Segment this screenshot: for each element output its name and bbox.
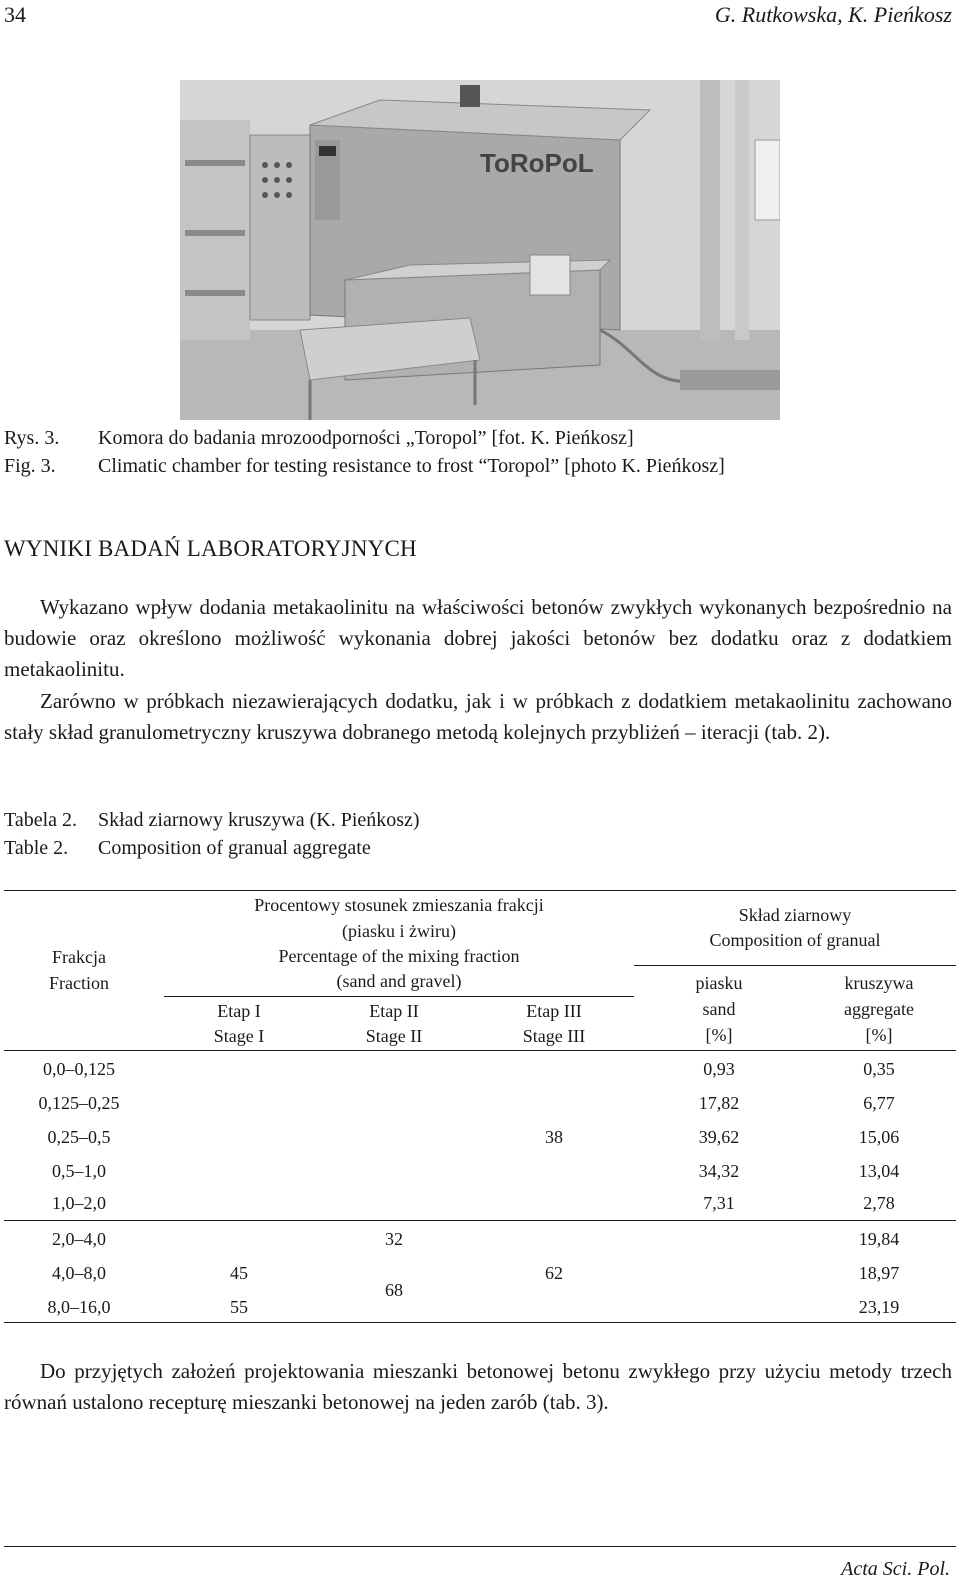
table-row-2-aggregate: 15,06 [858, 1127, 900, 1147]
figure-photo-climatic-chamber [180, 80, 780, 420]
footer-rule [4, 1546, 956, 1547]
running-head-authors: G. Rutkowska, K. Pieńkosz [714, 2, 952, 27]
stage3-sand-value: 38 [545, 1127, 563, 1147]
table-row-0-fraction: 0,0–0,125 [43, 1059, 115, 1079]
head-agg-en: aggregate [844, 999, 914, 1019]
stage2-gravel-a-value: 32 [385, 1229, 403, 1249]
table-row-7-aggregate: 23,19 [858, 1297, 900, 1317]
table-row-6-fraction: 4,0–8,0 [52, 1263, 106, 1283]
table-caption-en-text: Composition of granual aggregate [98, 837, 371, 859]
figure-caption-en-text: Climatic chamber for testing resistance to frost “Toropol” [photo K. Pieńkosz] [98, 455, 725, 477]
table-caption-pl [4, 806, 420, 834]
stage1-b-value: 55 [230, 1297, 248, 1317]
head-mix-en-2: (sand and gravel) [336, 971, 462, 991]
stage2-gravel-b-value: 68 [385, 1280, 403, 1300]
head-agg-pl: kruszywa [844, 973, 914, 993]
head-sand-unit: [%] [705, 1025, 733, 1045]
table-row-1-sand: 17,82 [698, 1093, 740, 1113]
table-row-7-fraction: 8,0–16,0 [47, 1297, 111, 1317]
section-title: WYNIKI BADAŃ LABORATORYJNYCH [4, 536, 417, 561]
stage1-a-value: 45 [230, 1263, 248, 1283]
head-stage1-pl: Etap I [217, 1001, 261, 1021]
head-mix-en-1: Percentage of the mixing fraction [278, 946, 520, 966]
table-row-0-aggregate: 0,35 [863, 1059, 895, 1079]
figure-caption-pl-label: Rys. 3. [4, 427, 60, 449]
head-fraction-en: Fraction [49, 973, 109, 993]
head-mix-pl-1: Procentowy stosunek zmieszania frakcji [254, 895, 544, 915]
head-sand-pl: piasku [695, 973, 743, 993]
paragraph-1-text: Wykazano wpływ dodania metakaolinitu na właściwości betonów zwykłych wykonanych bezpośrednio na budowie oraz określono możliwość wykonania dobrej jakości betonów bez dodatku oraz z dodatkiem metakaolinitu. [4, 595, 952, 681]
head-stage2-pl: Etap II [369, 1001, 419, 1021]
head-sand-en: sand [702, 999, 736, 1019]
table-row-6-aggregate: 18,97 [858, 1263, 900, 1283]
table-row-5-aggregate: 19,84 [858, 1229, 900, 1249]
table-mid-rule [4, 1220, 956, 1221]
paragraph-3 [4, 1356, 952, 1418]
head-comp-en: Composition of granual [709, 930, 881, 950]
head-comp-pl: Skład ziarnowy [738, 905, 852, 925]
head-agg-unit: [%] [865, 1025, 893, 1045]
page-number: 34 [4, 2, 26, 27]
photo-sign-text: ToRoPoL [480, 148, 594, 178]
table-row-4-fraction: 1,0–2,0 [52, 1193, 106, 1213]
figure-caption-en-label: Fig. 3. [4, 455, 56, 477]
table-row-5-fraction: 2,0–4,0 [52, 1229, 106, 1249]
table-row-3-aggregate: 13,04 [858, 1161, 900, 1181]
figure-caption-en [4, 452, 725, 480]
table-row-3-sand: 34,32 [698, 1161, 740, 1181]
paragraph-1 [4, 592, 952, 685]
head-stage3-en: Stage III [522, 1026, 586, 1046]
table-row-2-fraction: 0,25–0,5 [47, 1127, 111, 1147]
footer-journal: Acta Sci. Pol. [841, 1558, 950, 1580]
table-comp-rule [634, 965, 956, 966]
table-row-0-sand: 0,93 [703, 1059, 735, 1079]
head-stage1-en: Stage I [213, 1026, 265, 1046]
paragraph-2 [4, 686, 952, 748]
table-caption-en-label: Table 2. [4, 837, 69, 859]
table-caption-en [4, 834, 371, 862]
figure-caption-pl [4, 424, 634, 452]
head-mix-pl-2: (piasku i żwiru) [342, 921, 456, 941]
head-stage3-pl: Etap III [526, 1001, 582, 1021]
stage3-gravel-value: 62 [545, 1263, 563, 1283]
head-fraction-pl: Frakcja [52, 947, 106, 967]
table-row-3-fraction: 0,5–1,0 [52, 1161, 106, 1181]
paragraph-3-text: Do przyjętych założeń projektowania mieszanki betonowej betonu zwykłego przy użyciu metody trzech równań ustalono recepturę mieszanki betonowej na jeden zarób (tab. 3). [4, 1359, 952, 1414]
table-head-rule [4, 1050, 956, 1051]
table-row-4-aggregate: 2,78 [863, 1193, 895, 1213]
figure-caption-pl-text: Komora do badania mrozoodporności „Toropol” [fot. K. Pieńkosz] [98, 427, 634, 449]
table-row-2-sand: 39,62 [698, 1127, 740, 1147]
table-bottom-rule [4, 1322, 956, 1323]
table-row-4-sand: 7,31 [703, 1193, 735, 1213]
table-caption-pl-label: Tabela 2. [4, 809, 78, 831]
table-row-1-aggregate: 6,77 [863, 1093, 895, 1113]
table-caption-pl-text: Skład ziarnowy kruszywa (K. Pieńkosz) [98, 809, 420, 831]
head-stage2-en: Stage II [365, 1026, 423, 1046]
table-row-1-fraction: 0,125–0,25 [38, 1093, 120, 1113]
paragraph-2-text: Zarówno w próbkach niezawierających dodatku, jak i w próbkach z dodatkiem metakaolinitu zachowano stały skład granulometryczny kruszywa dobranego metodą kolejnych przybliżeń – iteracji (tab. 2). [4, 689, 952, 744]
